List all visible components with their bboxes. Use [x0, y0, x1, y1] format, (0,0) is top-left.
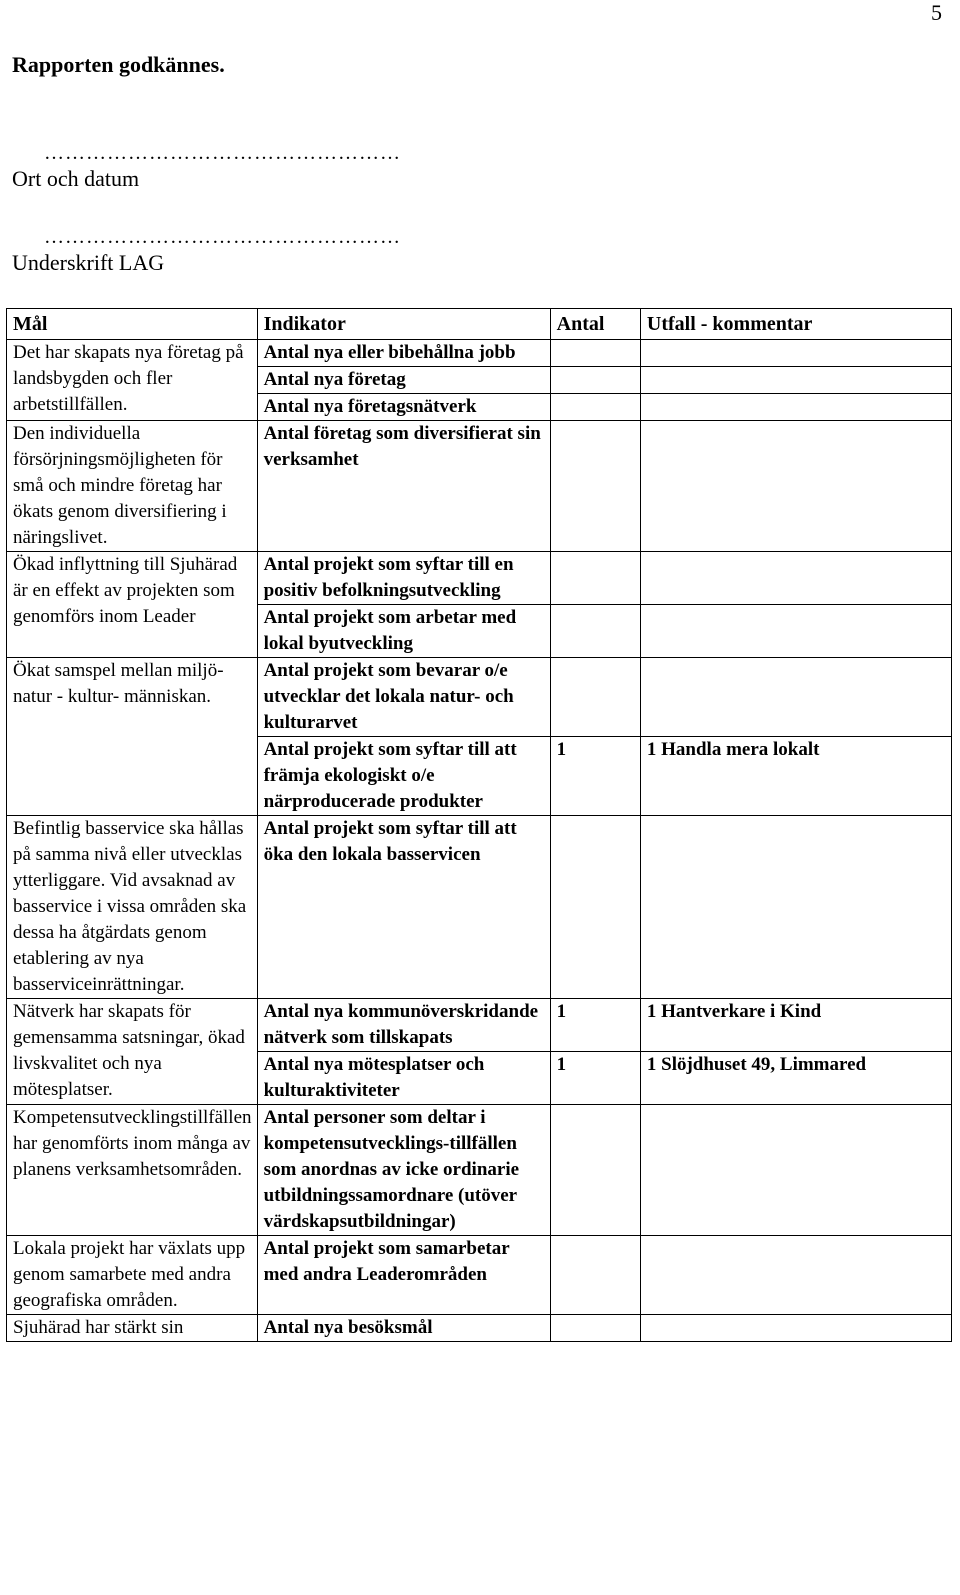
table-row	[7, 999, 952, 1052]
signature-label: Underskrift LAG	[12, 250, 165, 275]
table-row	[7, 1105, 952, 1236]
header-count: Antal	[550, 309, 640, 340]
goal-cell: Ökad inflyttning till Sjuhärad är en effekt av projekten som genomförs inom Leader	[7, 552, 258, 658]
count-cell	[550, 1105, 640, 1236]
indicator-cell: Antal projekt som syftar till att öka den lokala basservicen	[257, 816, 550, 999]
outcome-cell	[640, 816, 951, 999]
outcome-cell	[640, 421, 951, 552]
table-header-row	[7, 309, 952, 340]
outcome-cell: 1 Slöjdhuset 49, Limmared	[640, 1052, 951, 1105]
outcome-cell	[640, 394, 951, 421]
table-row	[7, 340, 952, 367]
goals-table	[6, 308, 952, 1342]
count-cell	[550, 658, 640, 737]
indicator-cell: Antal projekt som syftar till att främja ekologiskt o/e närproducerade produkter	[257, 737, 550, 816]
indicator-cell: Antal projekt som syftar till en positiv befolkningsutveckling	[257, 552, 550, 605]
indicator-cell: Antal nya företagsnätverk	[257, 394, 550, 421]
outcome-cell: 1 Hantverkare i Kind	[640, 999, 951, 1052]
count-cell: 1	[550, 737, 640, 816]
table-row	[7, 552, 952, 605]
count-cell	[550, 394, 640, 421]
outcome-cell	[640, 658, 951, 737]
count-cell	[550, 552, 640, 605]
indicator-cell: Antal personer som deltar i kompetensutvecklings-tillfällen som anordnas av icke ordinarie utbildningssamordnare (utöver värdskapsutbildningar)	[257, 1105, 550, 1236]
dotted-line: ……………………………………………	[44, 142, 401, 164]
outcome-cell	[640, 367, 951, 394]
count-cell: 1	[550, 1052, 640, 1105]
indicator-cell: Antal nya företag	[257, 367, 550, 394]
count-cell	[550, 1236, 640, 1315]
header-outcome: Utfall - kommentar	[640, 309, 951, 340]
approval-heading: Rapporten godkännes.	[12, 52, 225, 77]
indicator-cell: Antal nya besöksmål	[257, 1315, 550, 1342]
outcome-cell	[640, 1315, 951, 1342]
outcome-cell	[640, 1105, 951, 1236]
place-date-label: Ort och datum	[12, 166, 140, 191]
goal-cell: Kompetensutvecklingstillfällen har genomförts inom många av planens verksamhetsområden.	[7, 1105, 258, 1236]
count-cell	[550, 816, 640, 999]
count-cell	[550, 340, 640, 367]
table-row	[7, 421, 952, 552]
table-row	[7, 1315, 952, 1342]
goal-cell: Lokala projekt har växlats upp genom samarbete med andra geografiska områden.	[7, 1236, 258, 1315]
page-number: 5	[931, 0, 942, 25]
goal-cell: Den individuella försörjningsmöjligheten för små och mindre företag har ökats genom diversifiering i näringslivet.	[7, 421, 258, 552]
outcome-cell	[640, 605, 951, 658]
header-indicator: Indikator	[257, 309, 550, 340]
count-cell	[550, 367, 640, 394]
outcome-cell	[640, 1236, 951, 1315]
outcome-cell: 1 Handla mera lokalt	[640, 737, 951, 816]
goal-cell: Befintlig basservice ska hållas på samma nivå eller utvecklas ytterliggare. Vid avsaknad av basservice i vissa områden ska dessa ha åtgärdats genom etablering av nya basserviceinrättningar.	[7, 816, 258, 999]
goal-cell: Ökat samspel mellan miljö- natur - kultur- människan.	[7, 658, 258, 816]
count-cell	[550, 421, 640, 552]
table-row	[7, 1236, 952, 1315]
indicator-cell: Antal projekt som bevarar o/e utvecklar det lokala natur- och kulturarvet	[257, 658, 550, 737]
indicator-cell: Antal nya mötesplatser och kulturaktiviteter	[257, 1052, 550, 1105]
table-row	[7, 658, 952, 737]
goal-cell: Sjuhärad har stärkt sin	[7, 1315, 258, 1342]
table-row	[7, 816, 952, 999]
goal-cell: Det har skapats nya företag på landsbygden och fler arbetstillfällen.	[7, 340, 258, 421]
outcome-cell	[640, 552, 951, 605]
outcome-cell	[640, 340, 951, 367]
goal-cell: Nätverk har skapats för gemensamma satsningar, ökad livskvalitet och nya mötesplatser.	[7, 999, 258, 1105]
indicator-cell: Antal projekt som samarbetar med andra Leaderområden	[257, 1236, 550, 1315]
indicator-cell: Antal projekt som arbetar med lokal byutveckling	[257, 605, 550, 658]
count-cell: 1	[550, 999, 640, 1052]
indicator-cell: Antal nya eller bibehållna jobb	[257, 340, 550, 367]
indicator-cell: Antal företag som diversifierat sin verksamhet	[257, 421, 550, 552]
indicator-cell: Antal nya kommunöverskridande nätverk som tillskapats	[257, 999, 550, 1052]
dotted-line: ……………………………………………	[44, 226, 401, 248]
count-cell	[550, 605, 640, 658]
count-cell	[550, 1315, 640, 1342]
header-goal: Mål	[7, 309, 258, 340]
